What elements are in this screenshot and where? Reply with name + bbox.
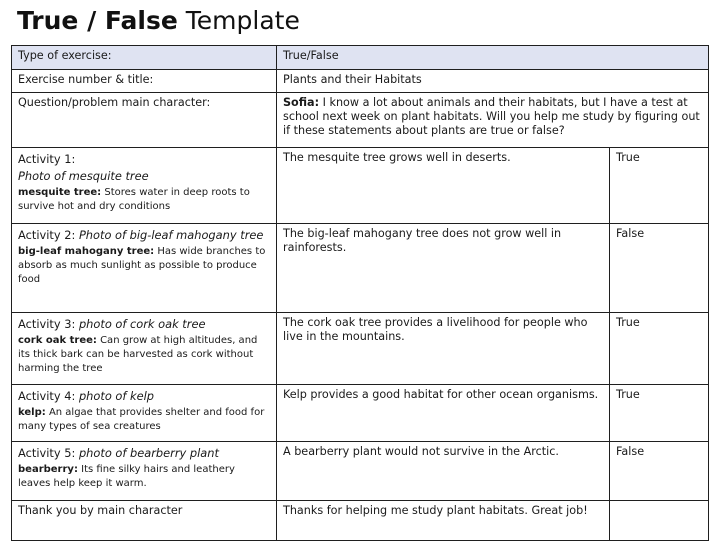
type-label: Type of exercise:: [12, 46, 277, 70]
activity-1-note-term: mesquite tree:: [18, 187, 102, 198]
activity-3-note-text: Can grow at high altitudes, and its thick bark can be harvested as cork without harming the tree: [18, 335, 258, 374]
activity-5-label: Activity 5:: [18, 446, 76, 460]
number-label: Exercise number & title:: [12, 70, 277, 93]
activity-3-cell: [12, 313, 277, 385]
activity-1-photo: Photo of mesquite tree: [18, 169, 149, 183]
activity-2-note-text: Has wide branches to absorb as much sunlight as possible to produce food: [18, 246, 266, 285]
row-activity-2: [12, 224, 709, 313]
question-text: I know a lot about animals and their habitats, but I have a test at school next week on plant habitats. Will you help me study by figuring out if these statements about plants are true or false?: [283, 96, 700, 137]
question-cell: [277, 93, 709, 148]
row-exercise-number: [12, 70, 709, 93]
activity-2-note: [18, 245, 270, 287]
activity-1-statement: The mesquite tree grows well in deserts.: [277, 148, 610, 224]
activity-3-photo: photo of cork oak tree: [78, 317, 206, 331]
activity-2-heading: [18, 227, 270, 244]
activity-2-statement: The big-leaf mahogany tree does not grow well in rainforests.: [277, 224, 610, 313]
question-label: Question/problem main character:: [12, 93, 277, 148]
number-value: Plants and their Habitats: [277, 70, 709, 93]
row-activity-4: [12, 385, 709, 442]
activity-2-answer: False: [610, 224, 709, 313]
title-rest: Template: [185, 6, 300, 35]
activity-5-note-term: bearberry:: [18, 464, 78, 475]
activity-3-label: Activity 3:: [18, 317, 76, 331]
activity-5-statement: A bearberry plant would not survive in the Arctic.: [277, 442, 610, 501]
page-title: [17, 4, 300, 38]
template-table: [11, 45, 709, 541]
thanks-value: Thanks for helping me study plant habitats. Great job!: [277, 501, 610, 541]
question-speaker: Sofia:: [283, 96, 320, 109]
activity-1-cell: [12, 148, 277, 224]
activity-4-label: Activity 4:: [18, 389, 76, 403]
activity-3-heading: [18, 316, 270, 333]
thanks-label: Thank you by main character: [12, 501, 277, 541]
row-activity-3: [12, 313, 709, 385]
activity-5-answer: False: [610, 442, 709, 501]
activity-4-note-term: kelp:: [18, 407, 46, 418]
activity-3-answer: True: [610, 313, 709, 385]
activity-1-answer: True: [610, 148, 709, 224]
activity-3-statement: The cork oak tree provides a livelihood for people who live in the mountains.: [277, 313, 610, 385]
type-value: True/False: [277, 46, 709, 70]
activity-5-heading: [18, 445, 270, 462]
thanks-empty: [610, 501, 709, 541]
activity-2-label: Activity 2:: [18, 228, 76, 242]
activity-2-note-term: big-leaf mahogany tree:: [18, 246, 155, 257]
activity-5-note-text: Its fine silky hairs and leathery leaves help keep it warm.: [18, 464, 235, 489]
activity-4-note-text: An algae that provides shelter and food for many types of sea creatures: [18, 407, 265, 432]
row-question: [12, 93, 709, 148]
activity-4-statement: Kelp provides a good habitat for other ocean organisms.: [277, 385, 610, 442]
row-type-of-exercise: [12, 46, 709, 70]
row-activity-1: [12, 148, 709, 224]
activity-4-note: [18, 406, 270, 434]
activity-2-cell: [12, 224, 277, 313]
title-bold: True / False: [17, 6, 178, 35]
row-activity-5: [12, 442, 709, 501]
activity-4-photo: photo of kelp: [78, 389, 155, 403]
activity-4-answer: True: [610, 385, 709, 442]
activity-5-cell: [12, 442, 277, 501]
row-thanks: [12, 501, 709, 541]
activity-3-note-term: cork oak tree:: [18, 335, 97, 346]
activity-2-photo: Photo of big-leaf mahogany tree: [78, 228, 264, 242]
activity-4-cell: [12, 385, 277, 442]
activity-1-note-text: Stores water in deep roots to survive hot and dry conditions: [18, 187, 250, 212]
activity-1-note: [18, 186, 270, 214]
activity-5-note: [18, 463, 270, 491]
activity-4-heading: [18, 388, 270, 405]
activity-3-note: [18, 334, 270, 376]
activity-5-photo: photo of bearberry plant: [78, 446, 219, 460]
activity-1-label: Activity 1:: [18, 152, 76, 166]
